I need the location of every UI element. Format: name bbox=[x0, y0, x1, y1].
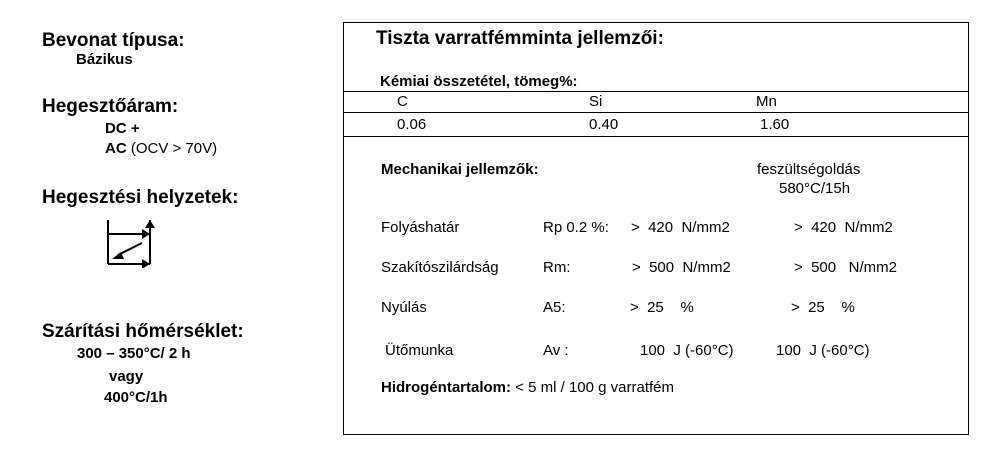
chem-value-mn: 1.60 bbox=[760, 116, 790, 133]
drying-or: vagy bbox=[109, 368, 144, 385]
current-ac bbox=[105, 140, 217, 158]
mech-row-value: 100 J (-60°C) bbox=[640, 342, 734, 359]
mech-row-name: Szakítószilárdság bbox=[381, 259, 499, 276]
mech-row-name: Folyáshatár bbox=[381, 219, 460, 236]
stress-relief-condition: 580°C/15h bbox=[779, 180, 851, 197]
drying-line2: 400°C/1h bbox=[104, 389, 168, 406]
current-dc: DC + bbox=[105, 120, 140, 137]
mech-row-value-sr: > 25 % bbox=[791, 299, 855, 316]
mech-row-value-sr: > 420 N/mm2 bbox=[794, 219, 893, 236]
panel-title: Tiszta varratfémminta jellemzői: bbox=[376, 28, 664, 49]
hydrogen-value: < 5 ml / 100 g varratfém bbox=[511, 379, 675, 396]
stress-relief-label: feszültségoldás bbox=[757, 161, 861, 178]
chem-value-c: 0.06 bbox=[397, 116, 427, 133]
mech-row-value-sr: 100 J (-60°C) bbox=[776, 342, 870, 359]
current-ac-note: (OCV > 70V) bbox=[126, 140, 218, 157]
chem-divider-top bbox=[344, 91, 968, 92]
mech-row-symbol: Rp 0.2 %: bbox=[543, 219, 609, 236]
hydrogen-content bbox=[381, 379, 674, 397]
hydrogen-label: Hidrogéntartalom: bbox=[381, 379, 512, 396]
mech-row-value: > 500 N/mm2 bbox=[632, 259, 731, 276]
mech-title: Mechanikai jellemzők: bbox=[381, 161, 539, 178]
mech-row-name: Ütőmunka bbox=[385, 342, 454, 359]
chem-header-mn: Mn bbox=[756, 93, 777, 110]
positions-label: Hegesztési helyzetek: bbox=[42, 187, 239, 208]
mech-row-symbol: Rm: bbox=[543, 259, 571, 276]
current-ac-label: AC bbox=[105, 140, 127, 157]
mech-row-symbol: Av : bbox=[543, 342, 569, 359]
drying-line1: 300 – 350°C/ 2 h bbox=[77, 345, 191, 362]
mech-row-value: > 25 % bbox=[630, 299, 694, 316]
drying-label: Szárítási hőmérséklet: bbox=[42, 321, 244, 342]
chem-divider-mid bbox=[344, 112, 968, 113]
mech-row-symbol: A5: bbox=[543, 299, 566, 316]
weld-metal-properties-panel bbox=[343, 22, 969, 435]
mech-row-name: Nyúlás bbox=[381, 299, 427, 316]
coating-label: Bevonat típusa: bbox=[42, 30, 185, 51]
chem-value-si: 0.40 bbox=[589, 116, 619, 133]
chem-header-si: Si bbox=[589, 93, 603, 110]
mech-row-value-sr: > 500 N/mm2 bbox=[794, 259, 897, 276]
current-label: Hegesztőáram: bbox=[42, 96, 179, 117]
chem-header-c: C bbox=[397, 93, 408, 110]
chem-divider-bottom bbox=[344, 136, 968, 137]
welding-positions-icon bbox=[104, 218, 156, 268]
coating-value: Bázikus bbox=[76, 51, 133, 68]
chem-title: Kémiai összetétel, tömeg%: bbox=[380, 73, 578, 90]
mech-row-value: > 420 N/mm2 bbox=[631, 219, 730, 236]
